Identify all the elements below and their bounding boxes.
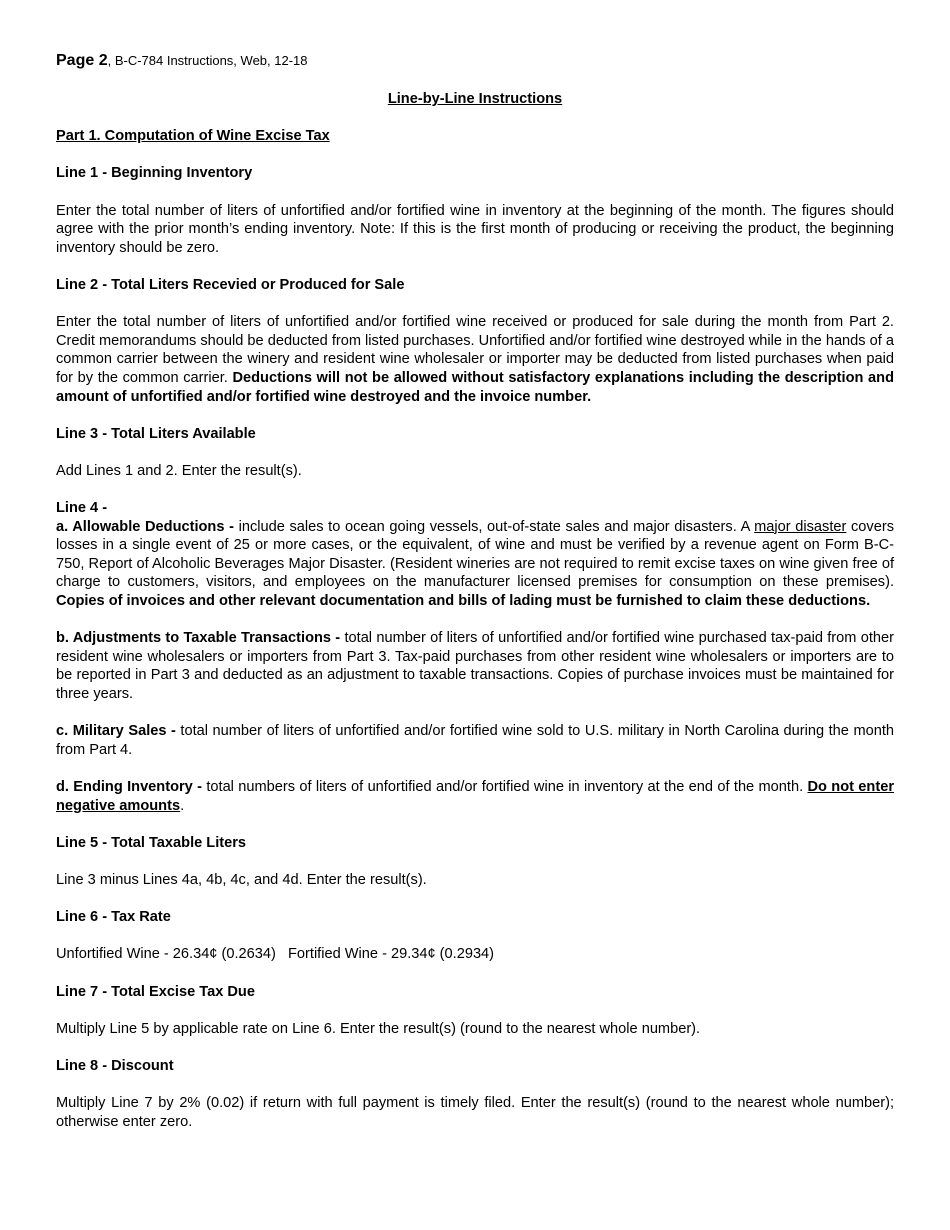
line8-heading: Line 8 - Discount (56, 1057, 174, 1074)
line2-heading: Line 2 - Total Liters Recevied or Produced for Sale (56, 276, 405, 293)
page-number: Page 2 (56, 52, 108, 69)
line7-heading: Line 7 - Total Excise Tax Due (56, 983, 255, 1000)
line4a-label: a. Allowable Deductions - (56, 518, 239, 535)
line3-text: Add Lines 1 and 2. Enter the result(s). (56, 462, 302, 479)
line1-heading: Line 1 - Beginning Inventory (56, 165, 253, 182)
line6-heading: Line 6 - Tax Rate (56, 909, 171, 926)
form-id: , B-C-784 Instructions, Web, 12-18 (107, 53, 308, 68)
line4d-end: . (180, 797, 185, 814)
line4d-text (56, 778, 894, 815)
document-page (56, 52, 894, 1131)
line4b-label: b. Adjustments to Taxable Transactions - (56, 630, 345, 647)
line4d-bold: Do not enter negative amounts (56, 778, 894, 814)
line4c-body: total number of liters of unfortified and/or fortified wine sold to U.S. military in North Carolina during the month from Part 4. (56, 723, 895, 758)
line4a-body1: include sales to ocean going vessels, out-of-state sales and major disasters. A (238, 518, 755, 535)
line4d-body: total numbers of liters of unfortified and/or fortified wine in inventory at the end of the month. (206, 778, 808, 795)
part1-heading: Part 1. Computation of Wine Excise Tax (56, 128, 330, 145)
line8-text: Multiply Line 7 by 2% (0.02) if return with full payment is timely filed. Enter the result(s) (round to the nearest whole number); otherwise enter zero. (56, 1095, 894, 1130)
line1-text: Enter the total number of liters of unfortified and/or fortified wine in inventory at the beginning of the month. The figures should agree with the prior month’s ending inventory. Note: If this is the first month of producing or receiving the product, the beginning inventory should be zero. (56, 202, 894, 256)
major-disaster-term: major disaster (754, 518, 847, 535)
line5-heading: Line 5 - Total Taxable Liters (56, 834, 247, 851)
line5-text: Line 3 minus Lines 4a, 4b, 4c, and 4d. Enter the result(s). (56, 871, 427, 888)
line4a-bold: Copies of invoices and other relevant documentation and bills of lading must be furnished to claim these deductions. (56, 593, 871, 610)
line4c-text (56, 722, 894, 759)
line2-text (56, 313, 894, 406)
line4d-label: d. Ending Inventory - (56, 778, 207, 795)
line4b-body: total number of liters of unfortified and/or fortified wine purchased tax-paid from other resident wine wholesalers or importers from Part 3. Tax-paid purchases from other resident wine wholesalers or importers are to be reported in Part 3 and deducted as an adjustment to taxable transactions. Copies of purchase invoices must be maintained for three years. (56, 630, 894, 702)
page-header (56, 52, 894, 70)
line2-body: Enter the total number of liters of unfortified and/or fortified wine received or produced for sale during the month from Part 2. Credit memorandums should be deducted from listed purchases. Unfortified and/or fortified wine destroyed while in the hands of a common carrier between the winery and resident wine wholesaler or importer may be deducted from listed purchases when paid for by the common carrier. (56, 314, 894, 386)
line4a-body2: covers losses in a single event of 25 or more cases, or the equivalent, of wine and must be verified by a revenue agent on Form B-C-750, Report of Alcoholic Beverages Major Disaster. (Resident wineries are not required to remit excise taxes on wine given free of charge to customers, visitors, and employees on the manufacturer licensed premises for consumption on these premises). (56, 518, 894, 591)
line7-text: Multiply Line 5 by applicable rate on Line 6. Enter the result(s) (round to the nearest whole number). (56, 1020, 701, 1037)
line6-text: Unfortified Wine - 26.34¢ (0.2634) Fortified Wine - 29.34¢ (0.2934) (56, 946, 495, 963)
line2-bold: Deductions will not be allowed without satisfactory explanations including the description and amount of unfortified and/or fortified wine destroyed and the invoice number. (56, 369, 894, 405)
line4c-label: c. Military Sales - (56, 723, 181, 740)
line4a-text (56, 518, 894, 611)
line4b-text (56, 629, 894, 703)
line4-heading: Line 4 - (56, 500, 108, 517)
document-title: Line-by-Line Instructions (387, 91, 563, 107)
line3-heading: Line 3 - Total Liters Available (56, 425, 256, 442)
